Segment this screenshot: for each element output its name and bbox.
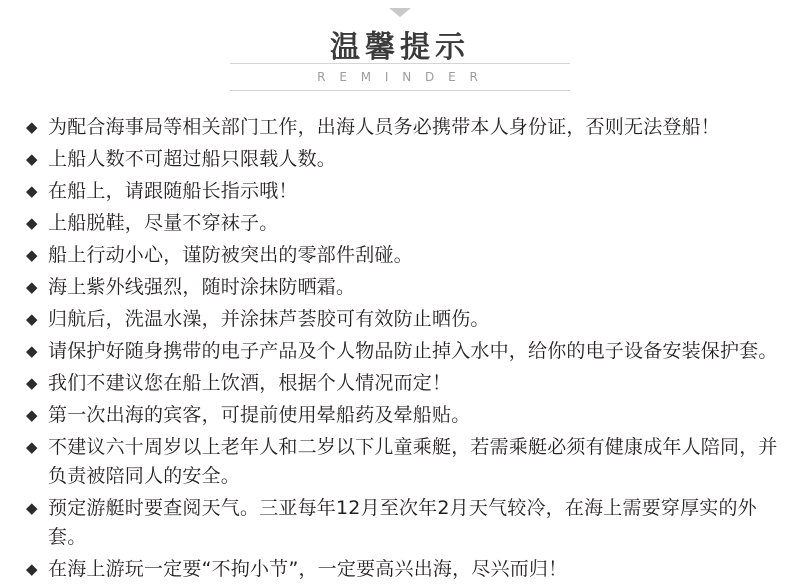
page-header (0, 0, 800, 91)
list-item (26, 177, 778, 206)
diamond-bullet-icon: ◆ (26, 406, 38, 424)
list-item (26, 555, 778, 584)
list-item-text: 请保护好随身携带的电子产品及个人物品防止掉入水中，给你的电子设备安装保护套。 (48, 340, 778, 362)
diamond-bullet-icon: ◆ (26, 438, 38, 456)
diamond-bullet-icon: ◆ (26, 310, 38, 328)
list-item-text: 为配合海事局等相关部门工作，出海人员务必携带本人身份证，否则无法登船！ (48, 116, 721, 138)
list-item (26, 433, 778, 491)
list-item (26, 113, 778, 142)
list-item-text: 海上紫外线强烈，随时涂抹防晒霜。 (48, 276, 356, 298)
diamond-bullet-icon: ◆ (26, 499, 38, 517)
diamond-bullet-icon: ◆ (26, 150, 38, 168)
diamond-bullet-icon: ◆ (26, 374, 38, 392)
list-item (26, 145, 778, 174)
list-item-text: 上船脱鞋，尽量不穿袜子。 (48, 212, 279, 234)
diamond-bullet-icon: ◆ (26, 278, 38, 296)
list-item (26, 273, 778, 302)
list-item (26, 209, 778, 238)
list-item-text: 归航后，洗温水澡，并涂抹芦荟胶可有效防止晒伤。 (48, 308, 490, 330)
diamond-bullet-icon: ◆ (26, 342, 38, 360)
list-item-text: 船上行动小心，谨防被突出的零部件刮碰。 (48, 244, 413, 266)
diamond-bullet-icon: ◆ (26, 118, 38, 136)
caret-down-icon (389, 8, 411, 17)
list-item-text: 预定游艇时要查阅天气。三亚每年12月至次年2月天气较冷，在海上需要穿厚实的外套。 (48, 497, 757, 548)
diamond-bullet-icon: ◆ (26, 182, 38, 200)
list-item-text: 在船上，请跟随船长指示哦！ (48, 180, 298, 202)
list-item-text: 不建议六十周岁以上老年人和二岁以下儿童乘艇，若需乘艇必须有健康成年人陪同，并负责被陪同人的安全。 (48, 436, 778, 487)
list-item (26, 305, 778, 334)
diamond-bullet-icon: ◆ (26, 214, 38, 232)
list-item-text: 在海上游玩一定要“不拘小节”，一定要高兴出海，尽兴而归！ (48, 558, 568, 580)
list-item (26, 494, 778, 552)
list-item (26, 401, 778, 430)
list-item-text: 上船人数不可超过船只限载人数。 (48, 148, 337, 170)
list-item-text: 我们不建议您在船上饮酒，根据个人情况而定！ (48, 372, 452, 394)
list-item (26, 241, 778, 270)
subtitle-divider (230, 63, 570, 91)
list-item-text: 第一次出海的宾客，可提前使用晕船药及晕船贴。 (48, 404, 471, 426)
list-item (26, 369, 778, 398)
diamond-bullet-icon: ◆ (26, 560, 38, 578)
notice-list (0, 113, 800, 584)
list-item (26, 337, 778, 366)
page-title: 温馨提示 (330, 30, 470, 65)
diamond-bullet-icon: ◆ (26, 246, 38, 264)
page-subtitle: R E M I N D E R (317, 70, 483, 84)
